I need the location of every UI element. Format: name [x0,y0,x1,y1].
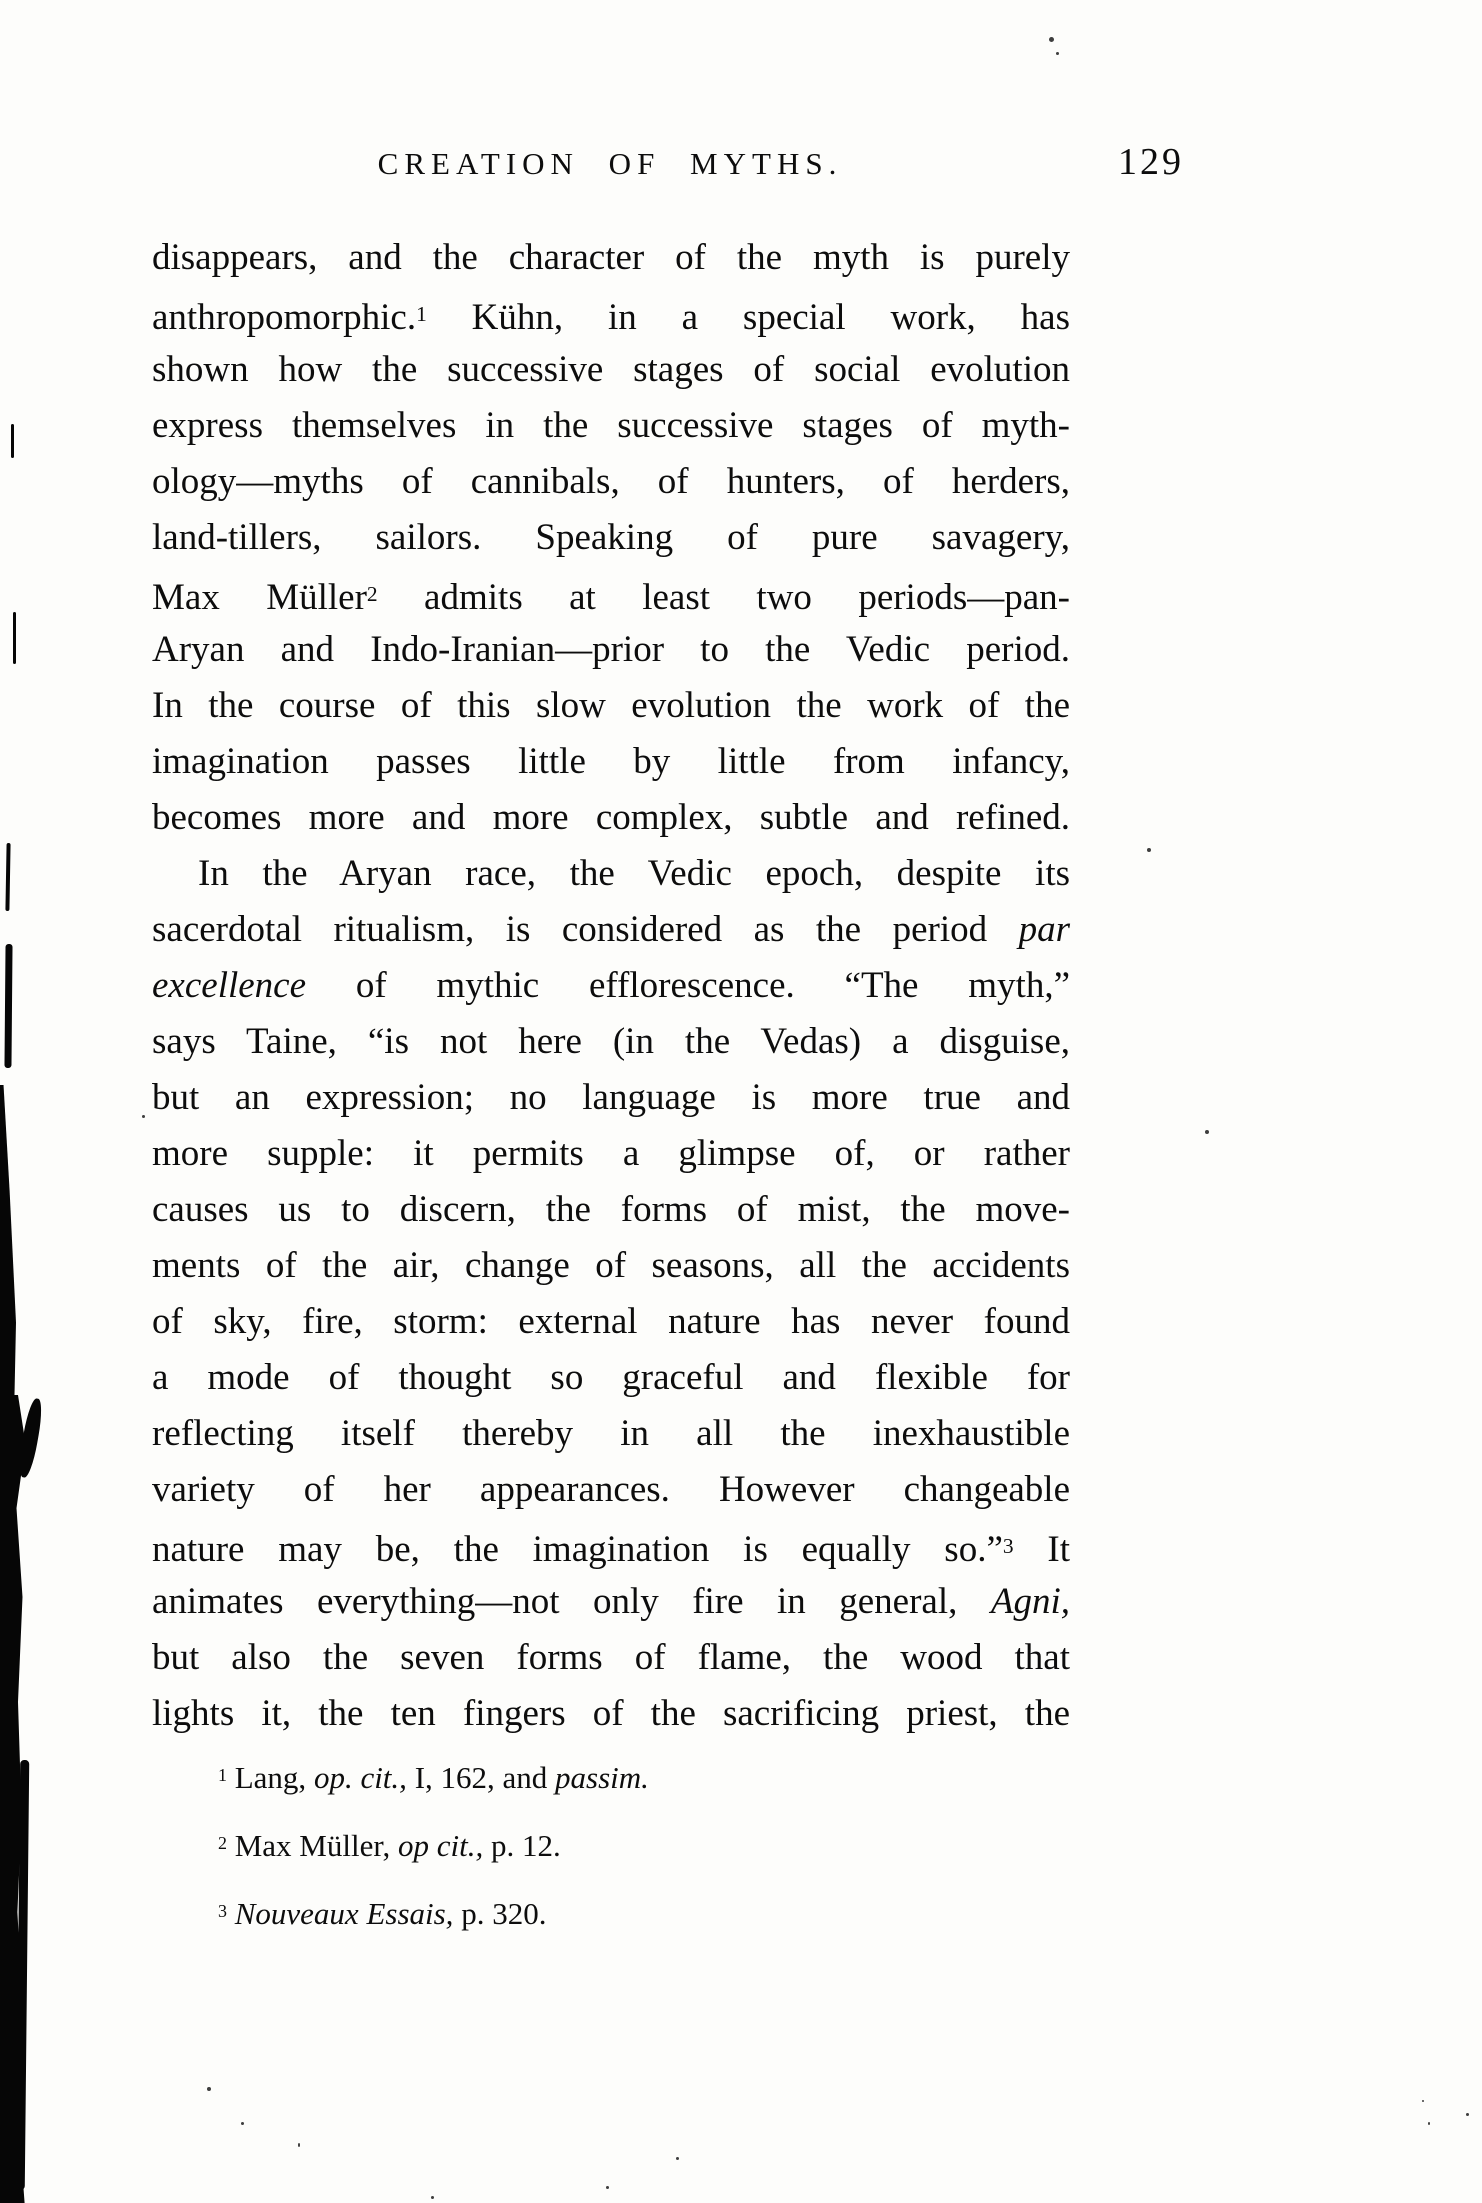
text-segment: of sky, fire, storm: external nature has never found [152,1301,1070,1342]
text-line [152,902,1070,958]
text-line [152,286,1070,342]
text-segment: lights it, the ten fingers of the sacrificing priest, the [152,1693,1070,1734]
footnote-marker: 2 [218,1833,227,1853]
text-segment: Aryan and Indo-Iranian—prior to the Vedic period. [152,629,1070,670]
text-segment: ology—myths of cannibals, of hunters, of herders, [152,461,1070,502]
text-segment: In the course of this slow evolution the work of the [152,685,1070,726]
page-body [152,230,1070,1742]
ink-speck [1056,52,1059,55]
text-segment: anthropomorphic. [152,297,417,339]
text-segment: ments of the air, change of seasons, all the accidents [152,1245,1070,1286]
text-line [152,566,1070,622]
text-segment: p. 320. [453,1895,547,1931]
text-segment: In the Aryan race, the Vedic epoch, despite its [198,853,1070,894]
text-segment: says Taine, “is not here (in the Vedas) a disguise, [152,1021,1070,1062]
text-segment: Max Müller [152,577,367,619]
text-line [152,1630,1070,1686]
footnote [218,1820,1078,1888]
text-segment: disappears, and the character of the myth is purely [152,237,1070,278]
ink-speck [142,1115,145,1118]
text-segment: land-tillers, sailors. Speaking of pure savagery, [152,517,1070,558]
text-line [152,1406,1070,1462]
ink-speck [1466,2113,1469,2116]
ink-speck [1422,2100,1424,2102]
text-line [152,398,1070,454]
text-segment: par [1018,909,1070,950]
ink-speck [298,2143,300,2147]
text-segment: op. cit., [313,1759,407,1795]
margin-mark [11,424,14,458]
binding-artifact [0,1085,16,1415]
ink-speck [1049,37,1054,42]
text-segment: variety of her appearances. However changeable [152,1469,1070,1510]
paragraph [152,230,1070,846]
text-segment: Nouveaux Essais, [234,1895,454,1931]
ink-speck [207,2087,211,2091]
text-line [152,1518,1070,1574]
ink-speck [1205,1130,1209,1134]
text-line [152,790,1070,846]
text-segment: op cit., [397,1827,484,1863]
text-segment: a mode of thought so graceful and flexible for [152,1357,1070,1398]
text-line [152,1070,1070,1126]
text-line [152,1238,1070,1294]
text-segment: animates everything—not only fire in general, [152,1581,991,1622]
text-segment: express themselves in the successive stages of myth- [152,405,1070,446]
text-line [152,1462,1070,1518]
text-line [152,678,1070,734]
ink-speck [1428,2122,1430,2125]
text-line [152,1574,1070,1630]
text-segment: Max Müller, [226,1827,398,1863]
footnotes [218,1752,1078,1956]
text-segment: excellence [152,965,307,1006]
text-segment [227,1896,235,1931]
text-segment: p. 12. [483,1827,561,1863]
footnote [218,1752,1078,1820]
text-line [152,1182,1070,1238]
text-line [152,622,1070,678]
ink-speck [606,2186,609,2189]
footnote [218,1888,1078,1956]
text-line [152,1126,1070,1182]
text-segment: but also the seven forms of flame, the wood that [152,1637,1070,1678]
text-line [152,454,1070,510]
ink-speck [431,2196,434,2199]
margin-mark [13,612,16,664]
text-segment: Agni, [990,1581,1070,1622]
ink-speck [1147,848,1151,852]
text-segment: more supple: it permits a glimpse of, or rather [152,1133,1070,1174]
text-segment: reflecting itself thereby in all the inexhaustible [152,1413,1070,1454]
text-segment: of mythic efflorescence. “The myth,” [306,965,1070,1006]
ink-speck [676,2157,679,2160]
text-segment: I, 162, and [406,1759,556,1795]
text-segment: Lang, [226,1759,314,1795]
text-segment: imagination passes little by little from infancy, [152,741,1070,782]
footnote-marker: 2 [366,582,378,606]
text-segment: becomes more and more complex, subtle and refined. [152,797,1070,838]
text-segment: but an expression; no language is more true and [152,1077,1070,1118]
text-line [152,1350,1070,1406]
text-line [152,958,1070,1014]
text-segment: Kühn, in a special work, has [426,297,1070,339]
footnote-marker: 1 [218,1765,227,1785]
paragraph [152,846,1070,1742]
footnote-marker: 1 [416,302,427,326]
running-header [150,146,1070,182]
page-title: CREATION OF MYTHS. [377,146,843,181]
text-line [152,734,1070,790]
text-line [152,342,1070,398]
text-segment: sacerdotal ritualism, is considered as the period [152,909,1019,950]
page-number: 129 [1118,141,1184,183]
text-line [152,1294,1070,1350]
footnote-marker: 3 [218,1901,227,1921]
footnote-marker: 3 [1002,1534,1014,1558]
text-segment: It [1013,1529,1071,1571]
text-segment: admits at least two periods—pan- [377,577,1070,619]
binding-artifact [5,843,10,911]
text-line [152,1686,1070,1742]
text-segment: causes us to discern, the forms of mist, the move- [152,1189,1070,1230]
text-segment: shown how the successive stages of social evolution [152,349,1070,390]
binding-artifact [4,944,12,1068]
text-line [152,510,1070,566]
ink-speck [241,2122,244,2125]
text-line [152,230,1070,286]
text-segment: passim. [555,1759,649,1795]
text-segment: nature may be, the imagination is equally so.” [152,1529,1003,1571]
text-line [152,846,1070,902]
text-line [152,1014,1070,1070]
